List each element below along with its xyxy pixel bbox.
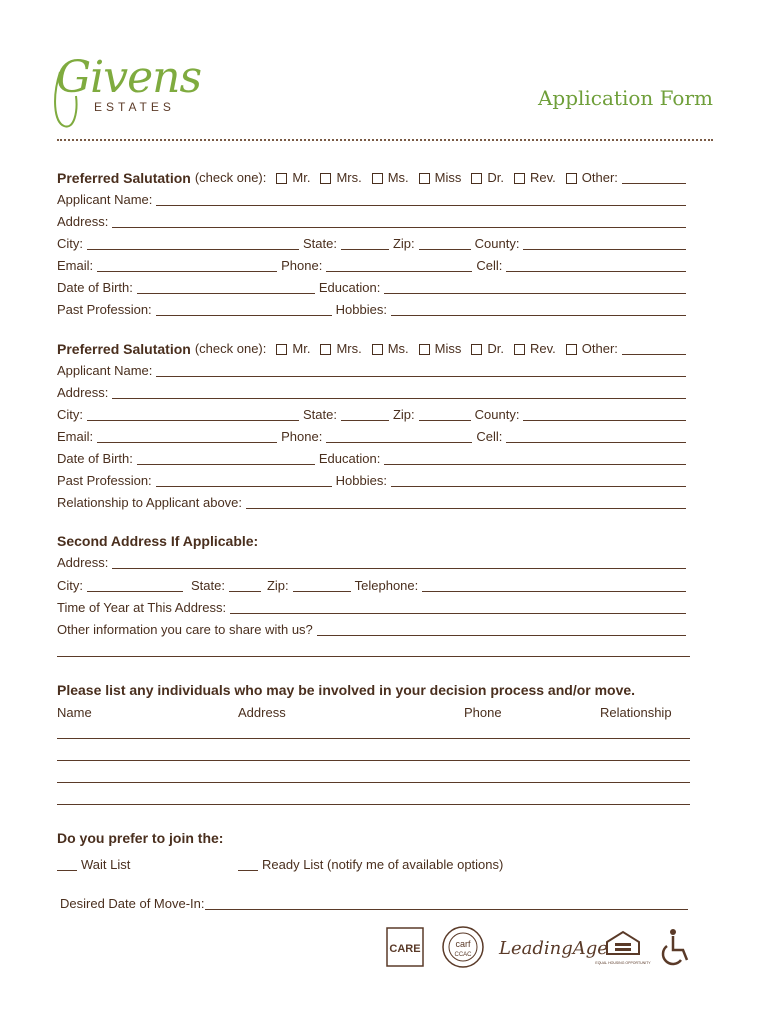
individual-line[interactable] — [57, 804, 690, 805]
second-address-input[interactable] — [112, 567, 686, 569]
profession-row: Past Profession: Hobbies: — [57, 300, 690, 320]
svg-text:CCAC: CCAC — [454, 952, 472, 958]
email-row: Email: Phone: Cell: — [57, 256, 690, 276]
address-input[interactable] — [112, 226, 686, 228]
checkbox-icon[interactable] — [419, 344, 430, 355]
logo-script-text: Givens — [56, 52, 202, 103]
checkbox-icon[interactable] — [471, 173, 482, 184]
dob-input[interactable] — [137, 292, 315, 294]
education-input[interactable] — [384, 463, 686, 465]
applicant-name-input[interactable] — [156, 375, 686, 377]
second-address-row: Address: — [57, 553, 690, 573]
second-state-input[interactable] — [229, 590, 261, 592]
checkbox-mrs[interactable]: Mrs. — [320, 168, 361, 188]
applicant-name-row-2: Applicant Name: — [57, 361, 690, 381]
state-input[interactable] — [341, 419, 389, 421]
phone-input[interactable] — [326, 441, 472, 443]
hobbies-input[interactable] — [391, 314, 686, 316]
relationship-row: Relationship to Applicant above: — [57, 493, 690, 513]
other-info-line-2[interactable] — [57, 656, 690, 657]
relationship-input[interactable] — [246, 507, 686, 509]
hobbies-input[interactable] — [391, 485, 686, 487]
applicant-name-input[interactable] — [156, 204, 686, 206]
email-input[interactable] — [97, 441, 277, 443]
email-row-2: Email: Phone: Cell: — [57, 427, 690, 447]
wait-list-input[interactable] — [57, 869, 77, 871]
city-row-2: City: State: Zip: County: — [57, 405, 690, 425]
email-input[interactable] — [97, 270, 277, 272]
checkbox-mrs[interactable]: Mrs. — [320, 339, 361, 359]
zip-input[interactable] — [419, 248, 471, 250]
individual-line[interactable] — [57, 782, 690, 783]
salutation-hint: (check one): — [194, 341, 267, 356]
second-city-input[interactable] — [87, 590, 183, 592]
svg-text:LeadingAge: LeadingAge — [499, 938, 608, 959]
ready-list-option: Ready List (notify me of available options) — [238, 855, 558, 875]
checkbox-miss[interactable]: Miss — [419, 168, 462, 188]
telephone-input[interactable] — [422, 590, 686, 592]
dob-row: Date of Birth: Education: — [57, 278, 690, 298]
second-city-row: City: State: Zip: Telephone: — [57, 576, 690, 596]
checkbox-icon[interactable] — [471, 344, 482, 355]
second-zip-input[interactable] — [293, 590, 351, 592]
individual-line[interactable] — [57, 760, 690, 761]
checkbox-dr[interactable]: Dr. — [471, 168, 504, 188]
checkbox-rev[interactable]: Rev. — [514, 168, 556, 188]
profession-input[interactable] — [156, 314, 332, 316]
header-divider — [57, 139, 713, 141]
dob-row-2: Date of Birth: Education: — [57, 449, 690, 469]
col-phone: Phone — [464, 705, 502, 720]
checkbox-ms[interactable]: Ms. — [372, 339, 409, 359]
individuals-heading: Please list any individuals who may be involved in your decision process and/or move. — [57, 682, 636, 698]
address-row: Address: — [57, 212, 690, 232]
salutation-label: Preferred Salutation — [57, 341, 191, 357]
salutation-hint: (check one): — [194, 170, 267, 185]
checkbox-other[interactable]: Other: — [566, 339, 618, 359]
other-input[interactable] — [622, 182, 686, 184]
move-in-row: Desired Date of Move-In: — [60, 894, 692, 914]
other-info-input[interactable] — [317, 634, 686, 636]
phone-input[interactable] — [326, 270, 472, 272]
cell-input[interactable] — [506, 270, 686, 272]
wheelchair-accessible-icon — [663, 929, 687, 964]
col-address: Address — [238, 705, 286, 720]
ready-list-input[interactable] — [238, 869, 258, 871]
wait-list-option: Wait List — [57, 855, 357, 875]
svg-text:CARE: CARE — [389, 943, 421, 955]
profession-row-2: Past Profession: Hobbies: — [57, 471, 690, 491]
care-badge — [387, 928, 423, 966]
checkbox-miss[interactable]: Miss — [419, 339, 462, 359]
applicant-name-row: Applicant Name: — [57, 190, 690, 210]
leadingage-logo — [498, 938, 608, 959]
col-name: Name — [57, 705, 92, 720]
city-row: City: State: Zip: County: — [57, 234, 690, 254]
address-input[interactable] — [112, 397, 686, 399]
svg-text:carf: carf — [455, 939, 471, 949]
second-address-heading: Second Address If Applicable: — [57, 533, 259, 549]
address-row-2: Address: — [57, 383, 690, 403]
checkbox-rev[interactable]: Rev. — [514, 339, 556, 359]
dob-input[interactable] — [137, 463, 315, 465]
checkbox-icon[interactable] — [514, 344, 525, 355]
checkbox-icon[interactable] — [276, 344, 287, 355]
county-input[interactable] — [523, 248, 686, 250]
join-heading: Do you prefer to join the: — [57, 830, 224, 846]
profession-input[interactable] — [156, 485, 332, 487]
individual-line[interactable] — [57, 738, 690, 739]
other-info-row: Other information you care to share with us? — [57, 620, 690, 640]
checkbox-mr[interactable]: Mr. — [276, 339, 310, 359]
salutation-row-2 — [57, 339, 690, 359]
checkbox-icon[interactable] — [320, 173, 331, 184]
time-of-year-input[interactable] — [230, 612, 686, 614]
state-input[interactable] — [341, 248, 389, 250]
county-input[interactable] — [523, 419, 686, 421]
checkbox-icon[interactable] — [276, 173, 287, 184]
checkbox-icon[interactable] — [320, 344, 331, 355]
svg-text:EQUAL HOUSING OPPORTUNITY: EQUAL HOUSING OPPORTUNITY — [595, 961, 651, 965]
cell-input[interactable] — [506, 441, 686, 443]
checkbox-icon[interactable] — [566, 173, 577, 184]
logo-estates-text: ESTATES — [94, 100, 175, 114]
checkbox-icon[interactable] — [566, 344, 577, 355]
move-in-input[interactable] — [205, 908, 688, 910]
city-input[interactable] — [87, 248, 299, 250]
checkbox-icon[interactable] — [372, 173, 383, 184]
checkbox-mr[interactable]: Mr. — [276, 168, 310, 188]
checkbox-icon[interactable] — [419, 173, 430, 184]
checkbox-other[interactable]: Other: — [566, 168, 618, 188]
col-relationship: Relationship — [600, 705, 672, 720]
givens-logo — [52, 52, 202, 132]
salutation-row-1 — [57, 168, 690, 188]
form-title: Application Form — [537, 86, 713, 110]
checkbox-ms[interactable]: Ms. — [372, 168, 409, 188]
carf-badge — [443, 927, 483, 967]
city-input[interactable] — [87, 419, 299, 421]
other-input[interactable] — [622, 353, 686, 355]
checkbox-dr[interactable]: Dr. — [471, 339, 504, 359]
salutation-label: Preferred Salutation — [57, 170, 191, 186]
checkbox-icon[interactable] — [372, 344, 383, 355]
accreditation-badges — [385, 924, 695, 970]
time-of-year-row: Time of Year at This Address: — [57, 598, 690, 618]
zip-input[interactable] — [419, 419, 471, 421]
checkbox-icon[interactable] — [514, 173, 525, 184]
education-input[interactable] — [384, 292, 686, 294]
